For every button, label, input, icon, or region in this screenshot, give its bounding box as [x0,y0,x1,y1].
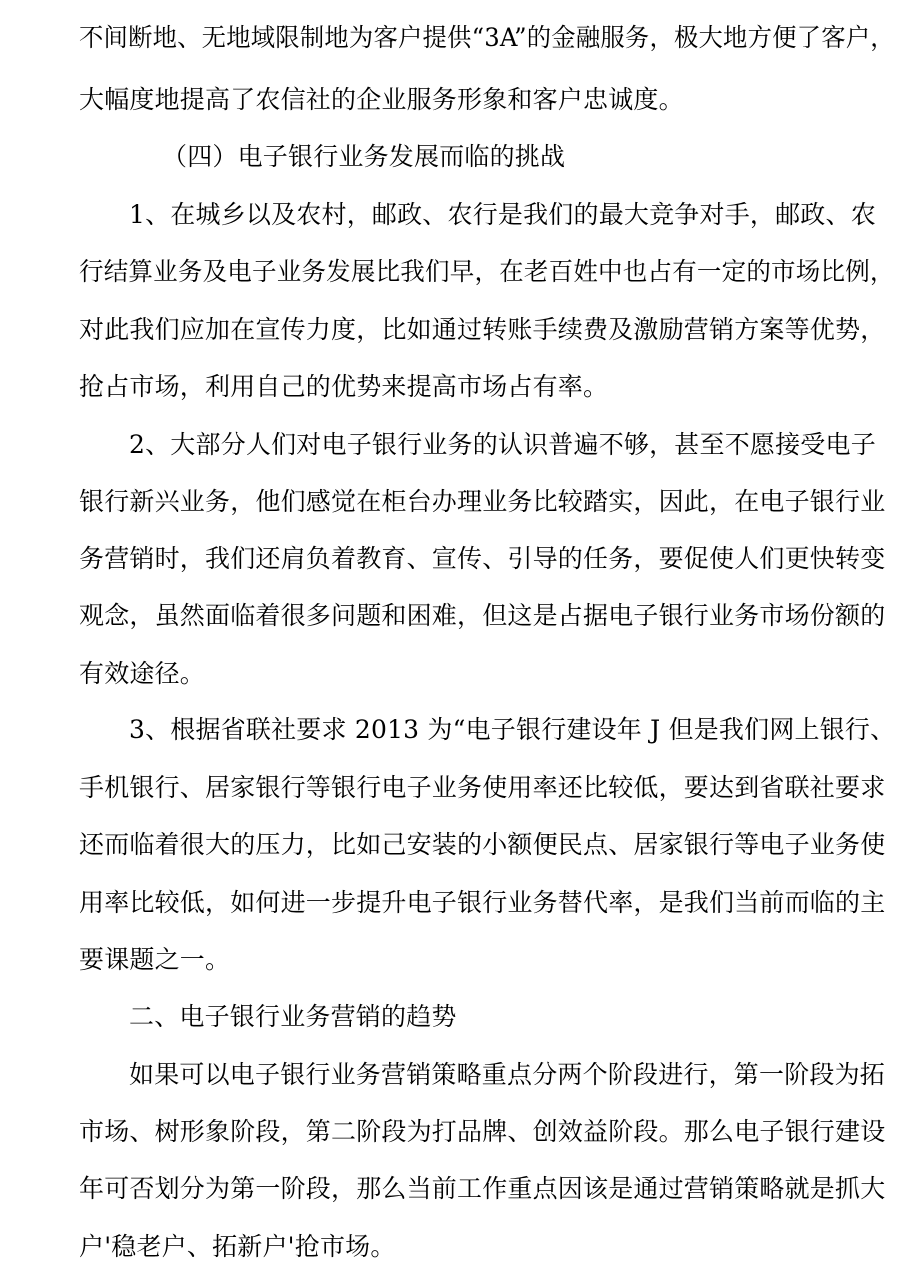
paragraph-line: 银行新兴业务，他们感觉在柜台办理业务比较踏实，因此，在电子银行业 [79,487,886,516]
paragraph-line: 手机银行、居家银行等银行电子业务使用率还比较低，要达到省联社要求 [79,773,886,802]
paragraph-line: 3、根据省联社要求 2013 为“电子银行建设年 J 但是我们网上银行、 [129,715,896,744]
paragraph-line: 2、大部分人们对电子银行业务的认识普遍不够，甚至不愿接受电子 [129,430,876,459]
paragraph-line: 还而临着很大的压力，比如己安装的小额便民点、居家银行等电子业务使 [79,830,886,859]
section-heading: 二、电子银行业务营销的趋势 [129,1002,457,1031]
paragraph-line: 行结算业务及电子业务发展比我们早，在老百姓中也占有一定的市场比例， [79,257,895,286]
paragraph-line: 有效途径。 [79,659,206,688]
section-heading: （四）电子银行业务发展而临的挑战 [162,142,566,171]
paragraph-line: 用率比较低，如何进一步提升电子银行业务替代率，是我们当前而临的主 [79,888,886,917]
paragraph-line: 务营销时，我们还肩负着教育、宣传、引导的任务，要促使人们更快转变 [79,544,886,573]
paragraph-line: 大幅度地提高了农信社的企业服务形象和客户忠诚度。 [79,85,684,114]
paragraph-line: 年可否划分为第一阶段，那么当前工作重点因该是通过营销策略就是抓大 [79,1174,886,1203]
paragraph-line: 1、在城乡以及农村，邮政、农行是我们的最大竞争对手，邮政、农 [129,200,876,229]
paragraph-line: 抢占市场，利用自己的优势来提高市场占有率。 [79,372,609,401]
paragraph-line: 要课题之一。 [79,945,231,974]
paragraph-line: 市场、树形象阶段，第二阶段为打品牌、创效益阶段。那么电子银行建设 [79,1117,886,1146]
paragraph-line: 观念，虽然面临着很多问题和困难，但这是占据电子银行业务市场份额的 [79,601,886,630]
paragraph-line: 如果可以电子银行业务营销策略重点分两个阶段进行，第一阶段为拓 [129,1060,886,1089]
paragraph-line: 对此我们应加在宣传力度，比如通过转账手续费及激励营销方案等优势， [79,315,886,344]
paragraph-line: 不间断地、无地域限制地为客户提供“3A”的金融服务，极大地方便了客户， [79,23,895,52]
paragraph-line: 户'稳老户、拓新户'抢市场。 [79,1232,396,1261]
